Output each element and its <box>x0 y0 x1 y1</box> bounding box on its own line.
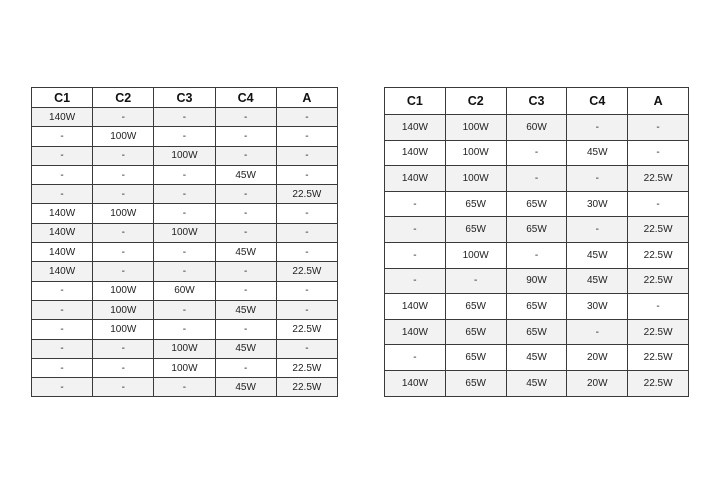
table-cell: 140W <box>32 223 93 242</box>
table-cell: - <box>32 281 93 300</box>
table-cell: - <box>215 108 276 127</box>
table-row <box>385 345 689 371</box>
table-cell: - <box>154 127 215 146</box>
table-cell: - <box>32 127 93 146</box>
right-power-combination-table <box>384 87 689 397</box>
table-cell: - <box>385 191 446 217</box>
table-cell: - <box>215 146 276 165</box>
table-row <box>385 370 689 396</box>
table-cell: - <box>628 140 689 166</box>
table-cell: - <box>276 108 337 127</box>
table-cell: 65W <box>445 294 506 320</box>
table-cell: 65W <box>506 294 567 320</box>
table-cell: - <box>215 204 276 223</box>
table-cell: - <box>93 146 154 165</box>
table-cell: 22.5W <box>628 166 689 192</box>
table-cell: - <box>628 115 689 141</box>
table-cell: 140W <box>385 370 446 396</box>
table-cell: 140W <box>32 204 93 223</box>
table-cell: - <box>93 243 154 262</box>
table-cell: 65W <box>506 319 567 345</box>
column-header-c1: C1 <box>385 88 446 115</box>
table-cell: 45W <box>215 378 276 397</box>
table-cell: - <box>276 339 337 358</box>
table-cell: 45W <box>567 140 628 166</box>
table-cell: 60W <box>154 281 215 300</box>
table-cell: 65W <box>445 319 506 345</box>
table-cell: - <box>93 378 154 397</box>
table-cell: - <box>385 345 446 371</box>
table-cell: 22.5W <box>628 268 689 294</box>
table-cell: 100W <box>154 358 215 377</box>
table-cell: 45W <box>215 243 276 262</box>
table-cell: - <box>276 243 337 262</box>
column-header-a: A <box>628 88 689 115</box>
table-cell: - <box>93 223 154 242</box>
table-cell: 20W <box>567 345 628 371</box>
column-header-c2: C2 <box>93 88 154 108</box>
table-cell: - <box>628 294 689 320</box>
table-row <box>385 115 689 141</box>
table-cell: 45W <box>215 339 276 358</box>
table-cell: - <box>215 185 276 204</box>
table-row <box>32 320 338 339</box>
table-cell: 22.5W <box>276 378 337 397</box>
table-cell: - <box>506 242 567 268</box>
table-cell: 22.5W <box>276 320 337 339</box>
table-cell: 22.5W <box>276 358 337 377</box>
table-cell: 65W <box>506 191 567 217</box>
table-cell: - <box>567 319 628 345</box>
table-cell: 100W <box>93 300 154 319</box>
table-cell: - <box>32 300 93 319</box>
table-cell: - <box>154 243 215 262</box>
table-cell: - <box>93 262 154 281</box>
table-cell: - <box>93 339 154 358</box>
table-cell: - <box>154 378 215 397</box>
table-cell: 100W <box>445 166 506 192</box>
table-cell: 30W <box>567 191 628 217</box>
table-row <box>385 140 689 166</box>
table-cell: - <box>567 217 628 243</box>
table-cell: - <box>154 262 215 281</box>
column-header-c1: C1 <box>32 88 93 108</box>
table-cell: 65W <box>445 217 506 243</box>
table-cell: 100W <box>93 320 154 339</box>
table-row <box>32 165 338 184</box>
table-cell: - <box>32 339 93 358</box>
table-cell: - <box>215 262 276 281</box>
table-row <box>385 242 689 268</box>
table-cell: - <box>215 281 276 300</box>
table-row <box>32 281 338 300</box>
table-row <box>32 127 338 146</box>
table-cell: - <box>32 358 93 377</box>
table-cell: - <box>215 127 276 146</box>
table-cell: - <box>276 165 337 184</box>
table-cell: - <box>32 320 93 339</box>
table-cell: 140W <box>385 115 446 141</box>
table-row <box>32 223 338 242</box>
table-cell: 65W <box>506 217 567 243</box>
table-cell: - <box>276 204 337 223</box>
table-cell: - <box>506 140 567 166</box>
table-cell: - <box>154 320 215 339</box>
table-cell: 22.5W <box>628 319 689 345</box>
column-header-c3: C3 <box>506 88 567 115</box>
table-row <box>32 262 338 281</box>
table-cell: - <box>32 185 93 204</box>
table-cell: 45W <box>215 300 276 319</box>
header-row <box>385 88 689 115</box>
table-cell: - <box>93 358 154 377</box>
table-cell: 65W <box>445 370 506 396</box>
table-cell: 22.5W <box>628 217 689 243</box>
table-cell: 22.5W <box>628 242 689 268</box>
table-cell: 65W <box>445 191 506 217</box>
table-cell: 22.5W <box>628 345 689 371</box>
table-cell: - <box>276 127 337 146</box>
table-cell: - <box>215 223 276 242</box>
table-cell: 45W <box>567 242 628 268</box>
table-cell: - <box>567 115 628 141</box>
table-cell: - <box>215 320 276 339</box>
table-cell: 100W <box>154 146 215 165</box>
table-cell: 22.5W <box>276 185 337 204</box>
table-cell: 100W <box>154 223 215 242</box>
table-cell: 100W <box>93 281 154 300</box>
table-cell: - <box>93 165 154 184</box>
table-cell: 140W <box>32 243 93 262</box>
table-cell: - <box>276 300 337 319</box>
table-cell: 140W <box>32 108 93 127</box>
table-cell: - <box>32 378 93 397</box>
table-row <box>385 166 689 192</box>
table-cell: - <box>567 166 628 192</box>
left-power-combination-table <box>31 87 338 397</box>
table-cell: 100W <box>154 339 215 358</box>
table-cell: 140W <box>385 294 446 320</box>
table-cell: 60W <box>506 115 567 141</box>
table-cell: - <box>93 108 154 127</box>
table-cell: - <box>276 281 337 300</box>
table-cell: - <box>32 165 93 184</box>
table-row <box>385 294 689 320</box>
table-cell: 100W <box>93 127 154 146</box>
table-cell: 20W <box>567 370 628 396</box>
table-cell: 140W <box>385 140 446 166</box>
table-cell: 45W <box>506 345 567 371</box>
table-cell: 45W <box>215 165 276 184</box>
table-cell: - <box>385 217 446 243</box>
table-cell: 140W <box>385 166 446 192</box>
table-row <box>32 204 338 223</box>
column-header-c4: C4 <box>567 88 628 115</box>
table-row <box>385 268 689 294</box>
column-header-c3: C3 <box>154 88 215 108</box>
table-cell: 100W <box>445 140 506 166</box>
table-cell: - <box>445 268 506 294</box>
table-row <box>32 339 338 358</box>
table-cell: - <box>93 185 154 204</box>
table-cell: 45W <box>506 370 567 396</box>
table-row <box>32 378 338 397</box>
table-cell: 140W <box>32 262 93 281</box>
table-cell: - <box>385 268 446 294</box>
table-row <box>32 146 338 165</box>
table-row <box>32 185 338 204</box>
table-cell: - <box>154 204 215 223</box>
table-row <box>32 243 338 262</box>
table-cell: 65W <box>445 345 506 371</box>
table-cell: - <box>154 165 215 184</box>
table-cell: 90W <box>506 268 567 294</box>
table-cell: 30W <box>567 294 628 320</box>
table-cell: 22.5W <box>276 262 337 281</box>
table-cell: - <box>215 358 276 377</box>
table-cell: - <box>506 166 567 192</box>
table-cell: 22.5W <box>628 370 689 396</box>
table-cell: 100W <box>445 242 506 268</box>
table-cell: - <box>32 146 93 165</box>
table-row <box>32 300 338 319</box>
table-cell: 140W <box>385 319 446 345</box>
table-cell: - <box>154 300 215 319</box>
table-cell: - <box>276 223 337 242</box>
table-row <box>385 217 689 243</box>
table-cell: - <box>628 191 689 217</box>
table-cell: - <box>154 185 215 204</box>
table-cell: - <box>276 146 337 165</box>
table-cell: - <box>385 242 446 268</box>
table-cell: 100W <box>445 115 506 141</box>
column-header-c4: C4 <box>215 88 276 108</box>
table-row <box>32 358 338 377</box>
column-header-a: A <box>276 88 337 108</box>
header-row <box>32 88 338 108</box>
table-row <box>385 319 689 345</box>
table-cell: - <box>154 108 215 127</box>
table-cell: 45W <box>567 268 628 294</box>
column-header-c2: C2 <box>445 88 506 115</box>
table-cell: 100W <box>93 204 154 223</box>
table-row <box>385 191 689 217</box>
table-row <box>32 108 338 127</box>
